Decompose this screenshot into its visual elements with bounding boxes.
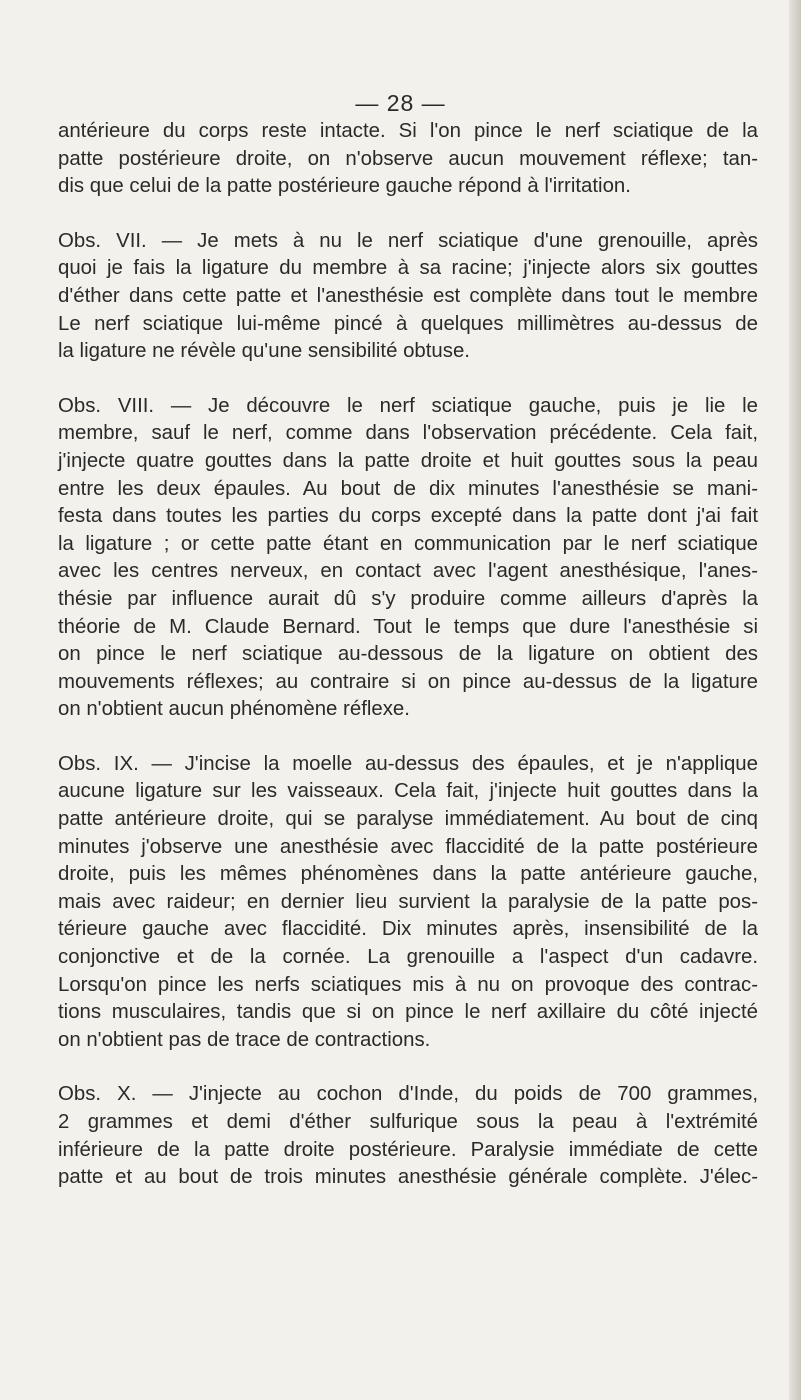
text-line: membre, sauf le nerf, comme dans l'observation précédente. Cela fait, [58,422,758,445]
text-line: j'injecte quatre gouttes dans la patte droite et huit gouttes sous la peau [58,449,758,472]
page-edge [789,0,801,1400]
text-line: Obs. X. — J'injecte au cochon d'Inde, du poids de 700 grammes, [58,1083,758,1106]
text-line: 2 grammes et demi d'éther sulfurique sous la peau à l'extrémité [58,1111,758,1133]
text-line: Obs. VIII. — Je découvre le nerf sciatique gauche, puis je lie le [58,394,758,417]
paragraph-1 [58,118,758,201]
text-line: d'éther dans cette patte et l'anesthésie est complète dans tout le membre [58,284,758,307]
text-line: théorie de M. Claude Bernard. Tout le temps que dure l'anesthésie si [58,615,758,638]
text-line: conjonctive et de la cornée. La grenouille a l'aspect d'un cadavre. [58,946,758,969]
text-line: térieure gauche avec flaccidité. Dix minutes après, insensibilité de la [58,918,758,941]
text-line: la ligature ; or cette patte étant en communication par le nerf sciatique [58,532,758,555]
text-line: patte et au bout de trois minutes anesthésie générale complète. J'élec- [58,1166,758,1189]
text-line: inférieure de la patte droite postérieure. Paralysie immédiate de cette [58,1138,758,1161]
text-line: Lorsqu'on pince les nerfs sciatiques mis à nu on provoque des contrac- [58,973,758,996]
text-line: la ligature ne révèle qu'une sensibilité obtuse. [58,340,470,363]
paragraph-obs-x [58,1081,758,1191]
text-line: minutes j'observe une anesthésie avec flaccidité de la patte postérieure [58,835,758,858]
paragraph-obs-vii [58,228,758,366]
text-line: on pince le nerf sciatique au-dessous de la ligature on obtient des [58,643,758,666]
text-line: tions musculaires, tandis que si on pince le nerf axillaire du côté injecté [58,1001,758,1024]
text-line: thésie par influence aurait dû s'y produire comme ailleurs d'après la [58,587,758,610]
text-line: dis que celui de la patte postérieure gauche répond à l'irritation. [58,175,631,198]
text-line: patte postérieure droite, on n'observe aucun mouvement réflexe; tan- [58,147,758,170]
text-line: patte antérieure droite, qui se paralyse immédiatement. Au bout de cinq [58,808,758,831]
body-text [58,118,758,1219]
paragraph-obs-ix [58,751,758,1055]
text-line: Obs. IX. — J'incise la moelle au-dessus des épaules, et je n'applique [58,752,758,775]
text-line: aucune ligature sur les vaisseaux. Cela fait, j'injecte huit gouttes dans la [58,780,758,803]
text-line: droite, puis les mêmes phénomènes dans la patte antérieure gauche, [58,863,758,886]
page-number: — 28 — [355,90,446,116]
text-line: Le nerf sciatique lui-même pincé à quelques millimètres au-dessus de [58,312,758,335]
text-line: avec les centres nerveux, en contact avec l'agent anesthésique, l'anes- [58,560,758,583]
text-line: mais avec raideur; en dernier lieu survient la paralysie de la patte pos- [58,890,758,913]
text-line: on n'obtient aucun phénomène réflexe. [58,698,410,721]
text-line: Obs. VII. — Je mets à nu le nerf sciatique d'une grenouille, après [58,229,758,252]
text-line: antérieure du corps reste intacte. Si l'on pince le nerf sciatique de la [58,120,758,142]
text-line: mouvements réflexes; au contraire si on pince au-dessus de la ligature [58,670,758,693]
text-line: entre les deux épaules. Au bout de dix minutes l'anesthésie se mani- [58,477,758,500]
text-line: on n'obtient pas de trace de contractions. [58,1028,431,1051]
text-line: quoi je fais la ligature du membre à sa racine; j'injecte alors six gouttes [58,257,758,280]
text-line: festa dans toutes les parties du corps excepté dans la patte dont j'ai fait [58,505,758,528]
paragraph-obs-viii [58,393,758,724]
